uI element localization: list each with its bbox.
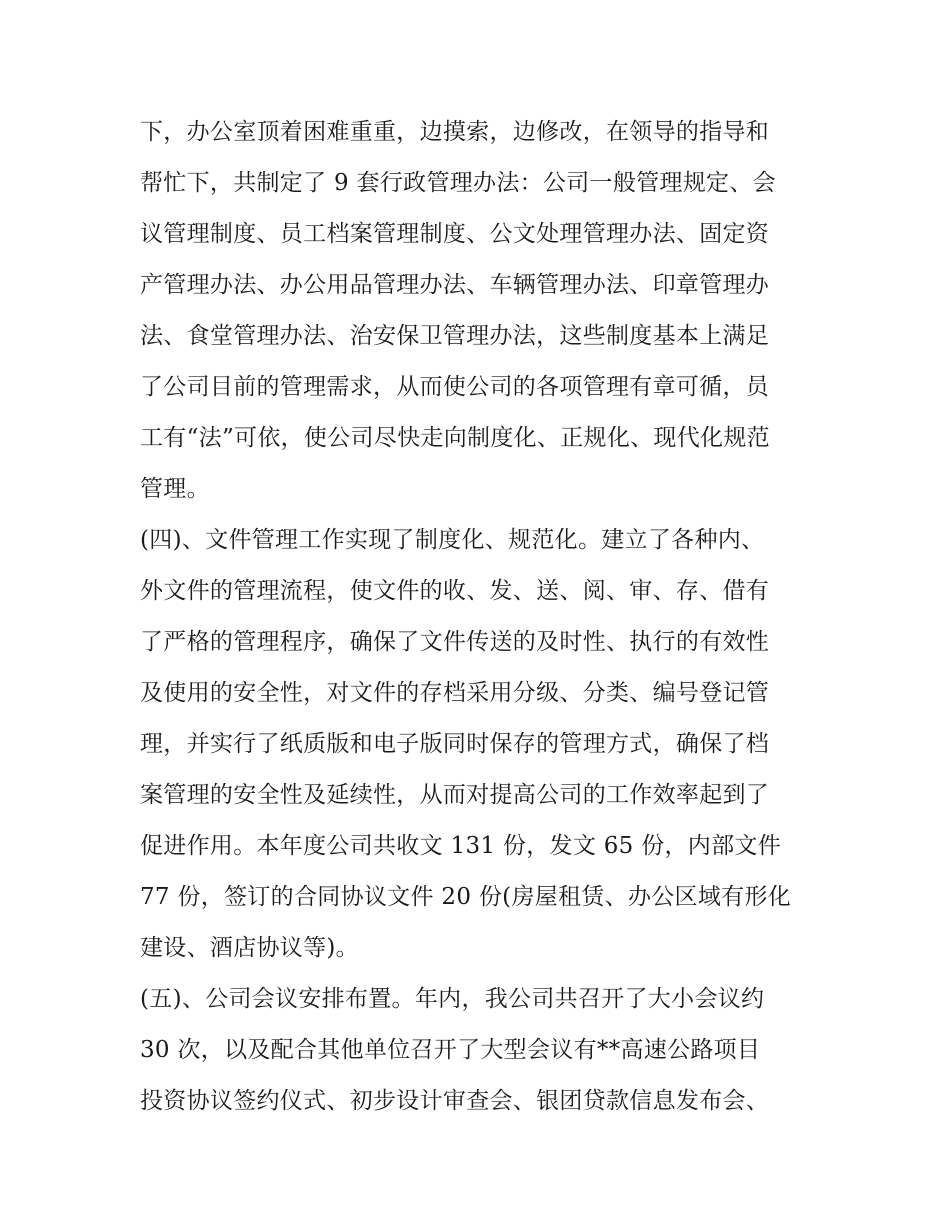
text-line: 投资协议签约仪式、初步设计审查会、银团贷款信息发布会、 — [140, 1088, 770, 1114]
text-line: 了严格的管理程序，确保了文件传送的及时性、执行的有效性 — [140, 629, 770, 655]
text-line: 理，并实行了纸质版和电子版同时保存的管理方式，确保了档 — [140, 731, 770, 757]
text-line: 30 次，以及配合其他单位召开了大型会议有**高速公路项目 — [140, 1037, 761, 1063]
text-line: 促进作用。本年度公司共收文 131 份，发文 65 份，内部文件 — [140, 833, 782, 859]
text-line: 外文件的管理流程，使文件的收、发、送、阅、审、存、借有 — [140, 578, 770, 604]
text-line: 及使用的安全性，对文件的存档采用分级、分类、编号登记管 — [140, 680, 770, 706]
text-line: 下，办公室顶着困难重重，边摸索，边修改，在领导的指导和 — [140, 119, 770, 145]
text-line: 法、食堂管理办法、治安保卫管理办法，这些制度基本上满足 — [140, 323, 770, 349]
text-line: 帮忙下，共制定了 9 套行政管理办法：公司一般管理规定、会 — [140, 170, 776, 196]
text-line: 议管理制度、员工档案管理制度、公文处理管理办法、固定资 — [140, 221, 770, 247]
text-line: 77 份，签订的合同协议文件 20 份(房屋租赁、办公区域有形化 — [140, 884, 792, 910]
text-line: 建设、酒店协议等)。 — [140, 935, 359, 961]
section-heading-line: (四)、文件管理工作实现了制度化、规范化。建立了各种内、 — [140, 527, 765, 553]
text-line: 产管理办法、办公用品管理办法、车辆管理办法、印章管理办 — [140, 272, 770, 298]
text-line: 案管理的安全性及延续性，从而对提高公司的工作效率起到了 — [140, 782, 770, 808]
text-line: 管理。 — [140, 476, 210, 502]
document-body — [140, 107, 820, 1127]
text-line: 工有“法”可依，使公司尽快走向制度化、正规化、现代化规范 — [140, 425, 770, 451]
text-line: 了公司目前的管理需求，从而使公司的各项管理有章可循，员 — [140, 374, 770, 400]
section-heading-line: (五)、公司会议安排布置。年内，我公司共召开了大小会议约 — [140, 986, 765, 1012]
